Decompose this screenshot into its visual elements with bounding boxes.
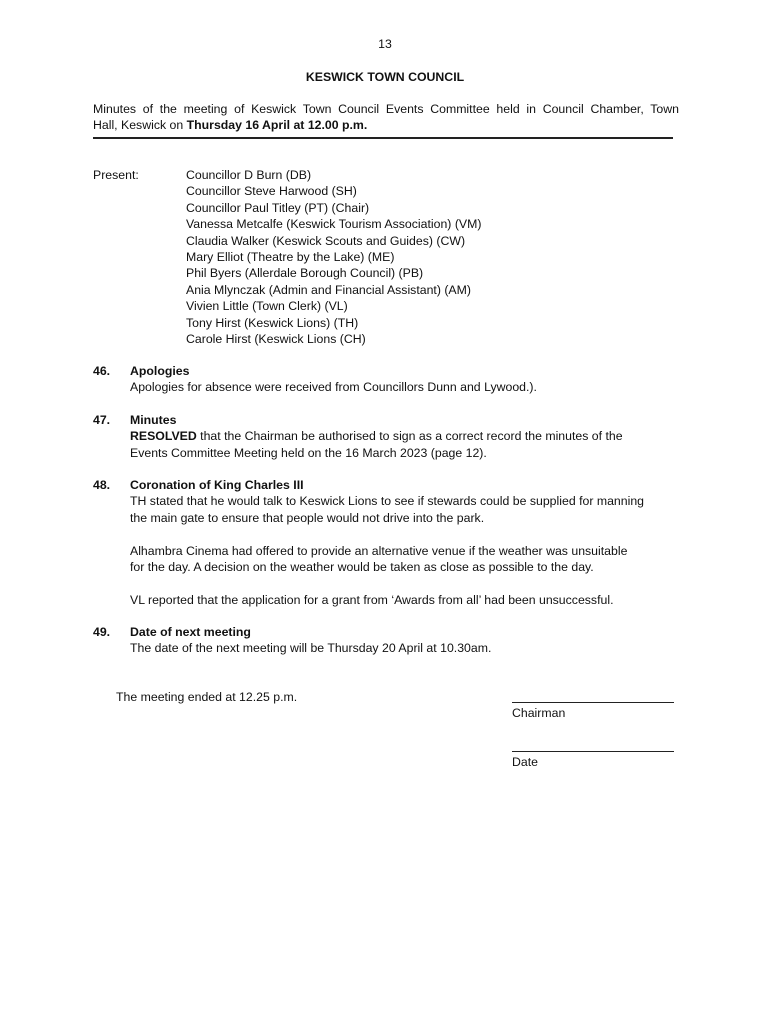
item-48-number: 48.	[93, 478, 111, 492]
item-49-text: The date of the next meeting will be Thursday 20 April at 10.30am.	[130, 641, 492, 656]
date-label: Date	[512, 755, 538, 769]
item-46-heading: Apologies	[130, 364, 190, 378]
item-48-p2-line-1: Alhambra Cinema had offered to provide an alternative venue if the weather was unsuitable	[130, 543, 628, 558]
item-49-next-meeting	[130, 624, 678, 657]
item-47-line-2: Events Committee Meeting held on the 16 March 2023 (page 12).	[130, 445, 487, 460]
item-46-text: Apologies for absence were received from Councillors Dunn and Lywood.).	[130, 380, 537, 395]
paragraph-gap	[130, 526, 678, 542]
intro-line-1: Minutes of the meeting of Keswick Town Council Events Committee held in Council Chamber, Town	[93, 102, 679, 116]
item-47-number: 47.	[93, 413, 111, 427]
present-member: Vivien Little (Town Clerk) (VL)	[186, 299, 348, 314]
present-label: Present:	[93, 168, 139, 182]
date-signature-line	[512, 751, 674, 753]
item-47-line-1-text: that the Chairman be authorised to sign as a correct record the minutes of the	[196, 429, 623, 444]
present-member: Ania Mlynczak (Admin and Financial Assistant) (AM)	[186, 282, 471, 297]
present-member: Councillor Steve Harwood (SH)	[186, 184, 357, 199]
present-member: Councillor Paul Titley (PT) (Chair)	[186, 200, 370, 215]
present-member: Phil Byers (Allerdale Borough Council) (PB)	[186, 266, 424, 281]
item-48-heading: Coronation of King Charles III	[130, 478, 304, 492]
document-title: KESWICK TOWN COUNCIL	[305, 70, 465, 84]
present-list	[186, 167, 481, 347]
intro-line-2	[93, 117, 679, 133]
chairman-label: Chairman	[512, 706, 566, 720]
resolved-label: RESOLVED	[130, 429, 197, 444]
chairman-signature-line	[512, 702, 674, 704]
item-47-minutes	[130, 412, 678, 461]
present-member: Vanessa Metcalfe (Keswick Tourism Association) (VM)	[186, 217, 482, 232]
item-46-number: 46.	[93, 364, 111, 378]
item-49-heading: Date of next meeting	[130, 625, 251, 639]
present-member: Mary Elliot (Theatre by the Lake) (ME)	[186, 249, 395, 264]
item-47-heading: Minutes	[130, 413, 177, 427]
present-member: Tony Hirst (Keswick Lions) (TH)	[186, 315, 359, 330]
present-member: Councillor D Burn (DB)	[186, 168, 312, 182]
intro-paragraph	[93, 101, 679, 134]
meeting-ended-text: The meeting ended at 12.25 p.m.	[116, 690, 298, 704]
meeting-date: Thursday 16 April at 12.00 p.m.	[186, 118, 368, 133]
header-rule	[93, 137, 673, 139]
item-48-p3: VL reported that the application for a grant from ‘Awards from all’ had been unsuccessful.	[130, 592, 614, 607]
item-49-number: 49.	[93, 625, 111, 639]
item-48-p1-line-2: the main gate to ensure that people would not drive into the park.	[130, 510, 485, 525]
item-46-apologies	[130, 363, 678, 396]
present-member: Claudia Walker (Keswick Scouts and Guides) (CW)	[186, 233, 466, 248]
page-number: 13	[378, 37, 392, 51]
item-48-p2-line-2: for the day. A decision on the weather would be taken as close as possible to the day.	[130, 560, 594, 575]
present-member: Carole Hirst (Keswick Lions (CH)	[186, 331, 366, 346]
item-48-coronation	[130, 477, 678, 608]
intro-line-2-prefix: Hall, Keswick on	[93, 118, 187, 133]
paragraph-gap	[130, 575, 678, 591]
item-47-line-1	[130, 428, 678, 444]
item-48-p1-line-1: TH stated that he would talk to Keswick Lions to see if stewards could be supplied for manning	[130, 494, 645, 509]
